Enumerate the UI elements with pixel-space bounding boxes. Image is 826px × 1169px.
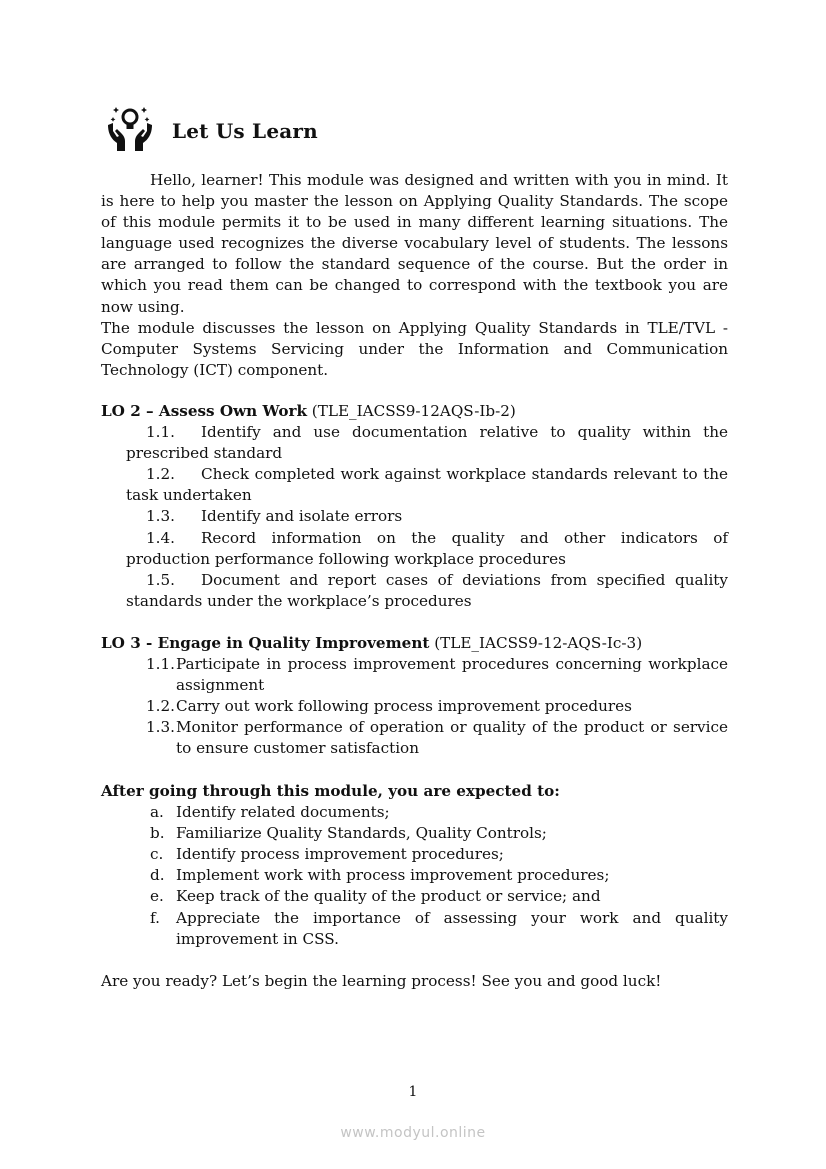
item-text: Appreciate the importance of assessing your work and quality improvement in CSS. bbox=[176, 908, 728, 948]
lo2-section bbox=[101, 401, 728, 612]
list-item bbox=[101, 422, 728, 464]
objectives-title: After going through this module, you are expected to: bbox=[101, 782, 560, 800]
section-title: Let Us Learn bbox=[172, 119, 318, 143]
item-text: Identify related documents; bbox=[176, 803, 390, 822]
item-number: 1.4. bbox=[146, 528, 175, 547]
objectives-section bbox=[101, 781, 728, 950]
list-item bbox=[101, 844, 728, 865]
item-text: Identify and isolate errors bbox=[201, 507, 403, 526]
item-letter: e. bbox=[150, 887, 164, 906]
page-number: 1 bbox=[408, 1084, 418, 1100]
item-number: 1.1. bbox=[146, 655, 175, 674]
list-item bbox=[101, 908, 728, 950]
list-item bbox=[101, 802, 728, 823]
intro-paragraph-1: Hello, learner! This module was designed and written with you in mind. It is here to help you master the lesson on Applying Quality Standards. The scope of this module permits it to be used in many different learning situations. The language used recognizes the diverse vocabulary level of students. The lessons are arranged to follow the standard sequence of the course. But the order in which you read them can be changed to correspond with the textbook you are now using. bbox=[101, 171, 728, 316]
section-heading bbox=[105, 103, 318, 153]
lightbulb-hands-icon bbox=[105, 103, 155, 153]
item-letter: c. bbox=[150, 845, 164, 864]
list-item bbox=[101, 528, 728, 570]
item-number: 1.3. bbox=[146, 507, 175, 526]
list-item bbox=[101, 654, 728, 696]
lo3-section bbox=[101, 633, 728, 760]
item-text: Keep track of the quality of the product or service; and bbox=[176, 887, 601, 906]
lo3-heading bbox=[101, 633, 728, 654]
item-letter: f. bbox=[150, 908, 160, 927]
list-item bbox=[101, 570, 728, 612]
item-text: Participate in process improvement procedures concerning workplace assignment bbox=[176, 655, 728, 695]
item-text: Carry out work following process improvement procedures bbox=[176, 697, 632, 716]
list-item bbox=[101, 865, 728, 886]
item-text: Identify process improvement procedures; bbox=[176, 845, 504, 864]
watermark: www.modyul.online bbox=[340, 1125, 486, 1141]
list-item bbox=[101, 717, 728, 759]
item-number: 1.2. bbox=[146, 697, 175, 716]
item-letter: a. bbox=[150, 803, 164, 822]
intro-section bbox=[101, 170, 728, 381]
item-number: 1.5. bbox=[146, 570, 175, 589]
lo2-code: (TLE_IACSS9-12AQS-Ib-2) bbox=[306, 402, 516, 420]
item-number: 1.1. bbox=[146, 423, 175, 442]
list-item bbox=[101, 823, 728, 844]
intro-paragraph-2: The module discusses the lesson on Applying Quality Standards in TLE/TVL - Computer Systems Servicing under the Information and Communication Technology (ICT) component. bbox=[101, 318, 728, 379]
item-text: Monitor performance of operation or quality of the product or service to ensure customer satisfaction bbox=[176, 718, 728, 758]
item-text: Record information on the quality and other indicators of production performance following workplace procedures bbox=[126, 528, 728, 568]
item-text: Identify and use documentation relative to quality within the prescribed standard bbox=[126, 423, 728, 463]
list-item bbox=[101, 886, 728, 907]
item-number: 1.2. bbox=[146, 465, 175, 484]
list-item bbox=[101, 506, 728, 527]
item-text: Check completed work against workplace standards relevant to the task undertaken bbox=[126, 465, 728, 505]
item-number: 1.3. bbox=[146, 718, 175, 737]
lo3-code: (TLE_IACSS9-12-AQS-Ic-3) bbox=[429, 634, 643, 652]
item-letter: d. bbox=[150, 866, 165, 885]
item-text: Implement work with process improvement procedures; bbox=[176, 866, 610, 885]
closing-text: Are you ready? Let’s begin the learning process! See you and good luck! bbox=[101, 972, 662, 990]
lo3-title: LO 3 - Engage in Quality Improvement bbox=[101, 634, 430, 652]
item-letter: b. bbox=[150, 824, 165, 843]
item-text: Familiarize Quality Standards, Quality Controls; bbox=[176, 824, 547, 843]
lo2-heading bbox=[101, 401, 728, 422]
lo2-title: LO 2 – Assess Own Work bbox=[101, 402, 307, 420]
item-text: Document and report cases of deviations from specified quality standards under the workplace’s procedures bbox=[126, 570, 728, 610]
objectives-heading bbox=[101, 781, 728, 802]
list-item bbox=[101, 696, 728, 717]
list-item bbox=[101, 464, 728, 506]
